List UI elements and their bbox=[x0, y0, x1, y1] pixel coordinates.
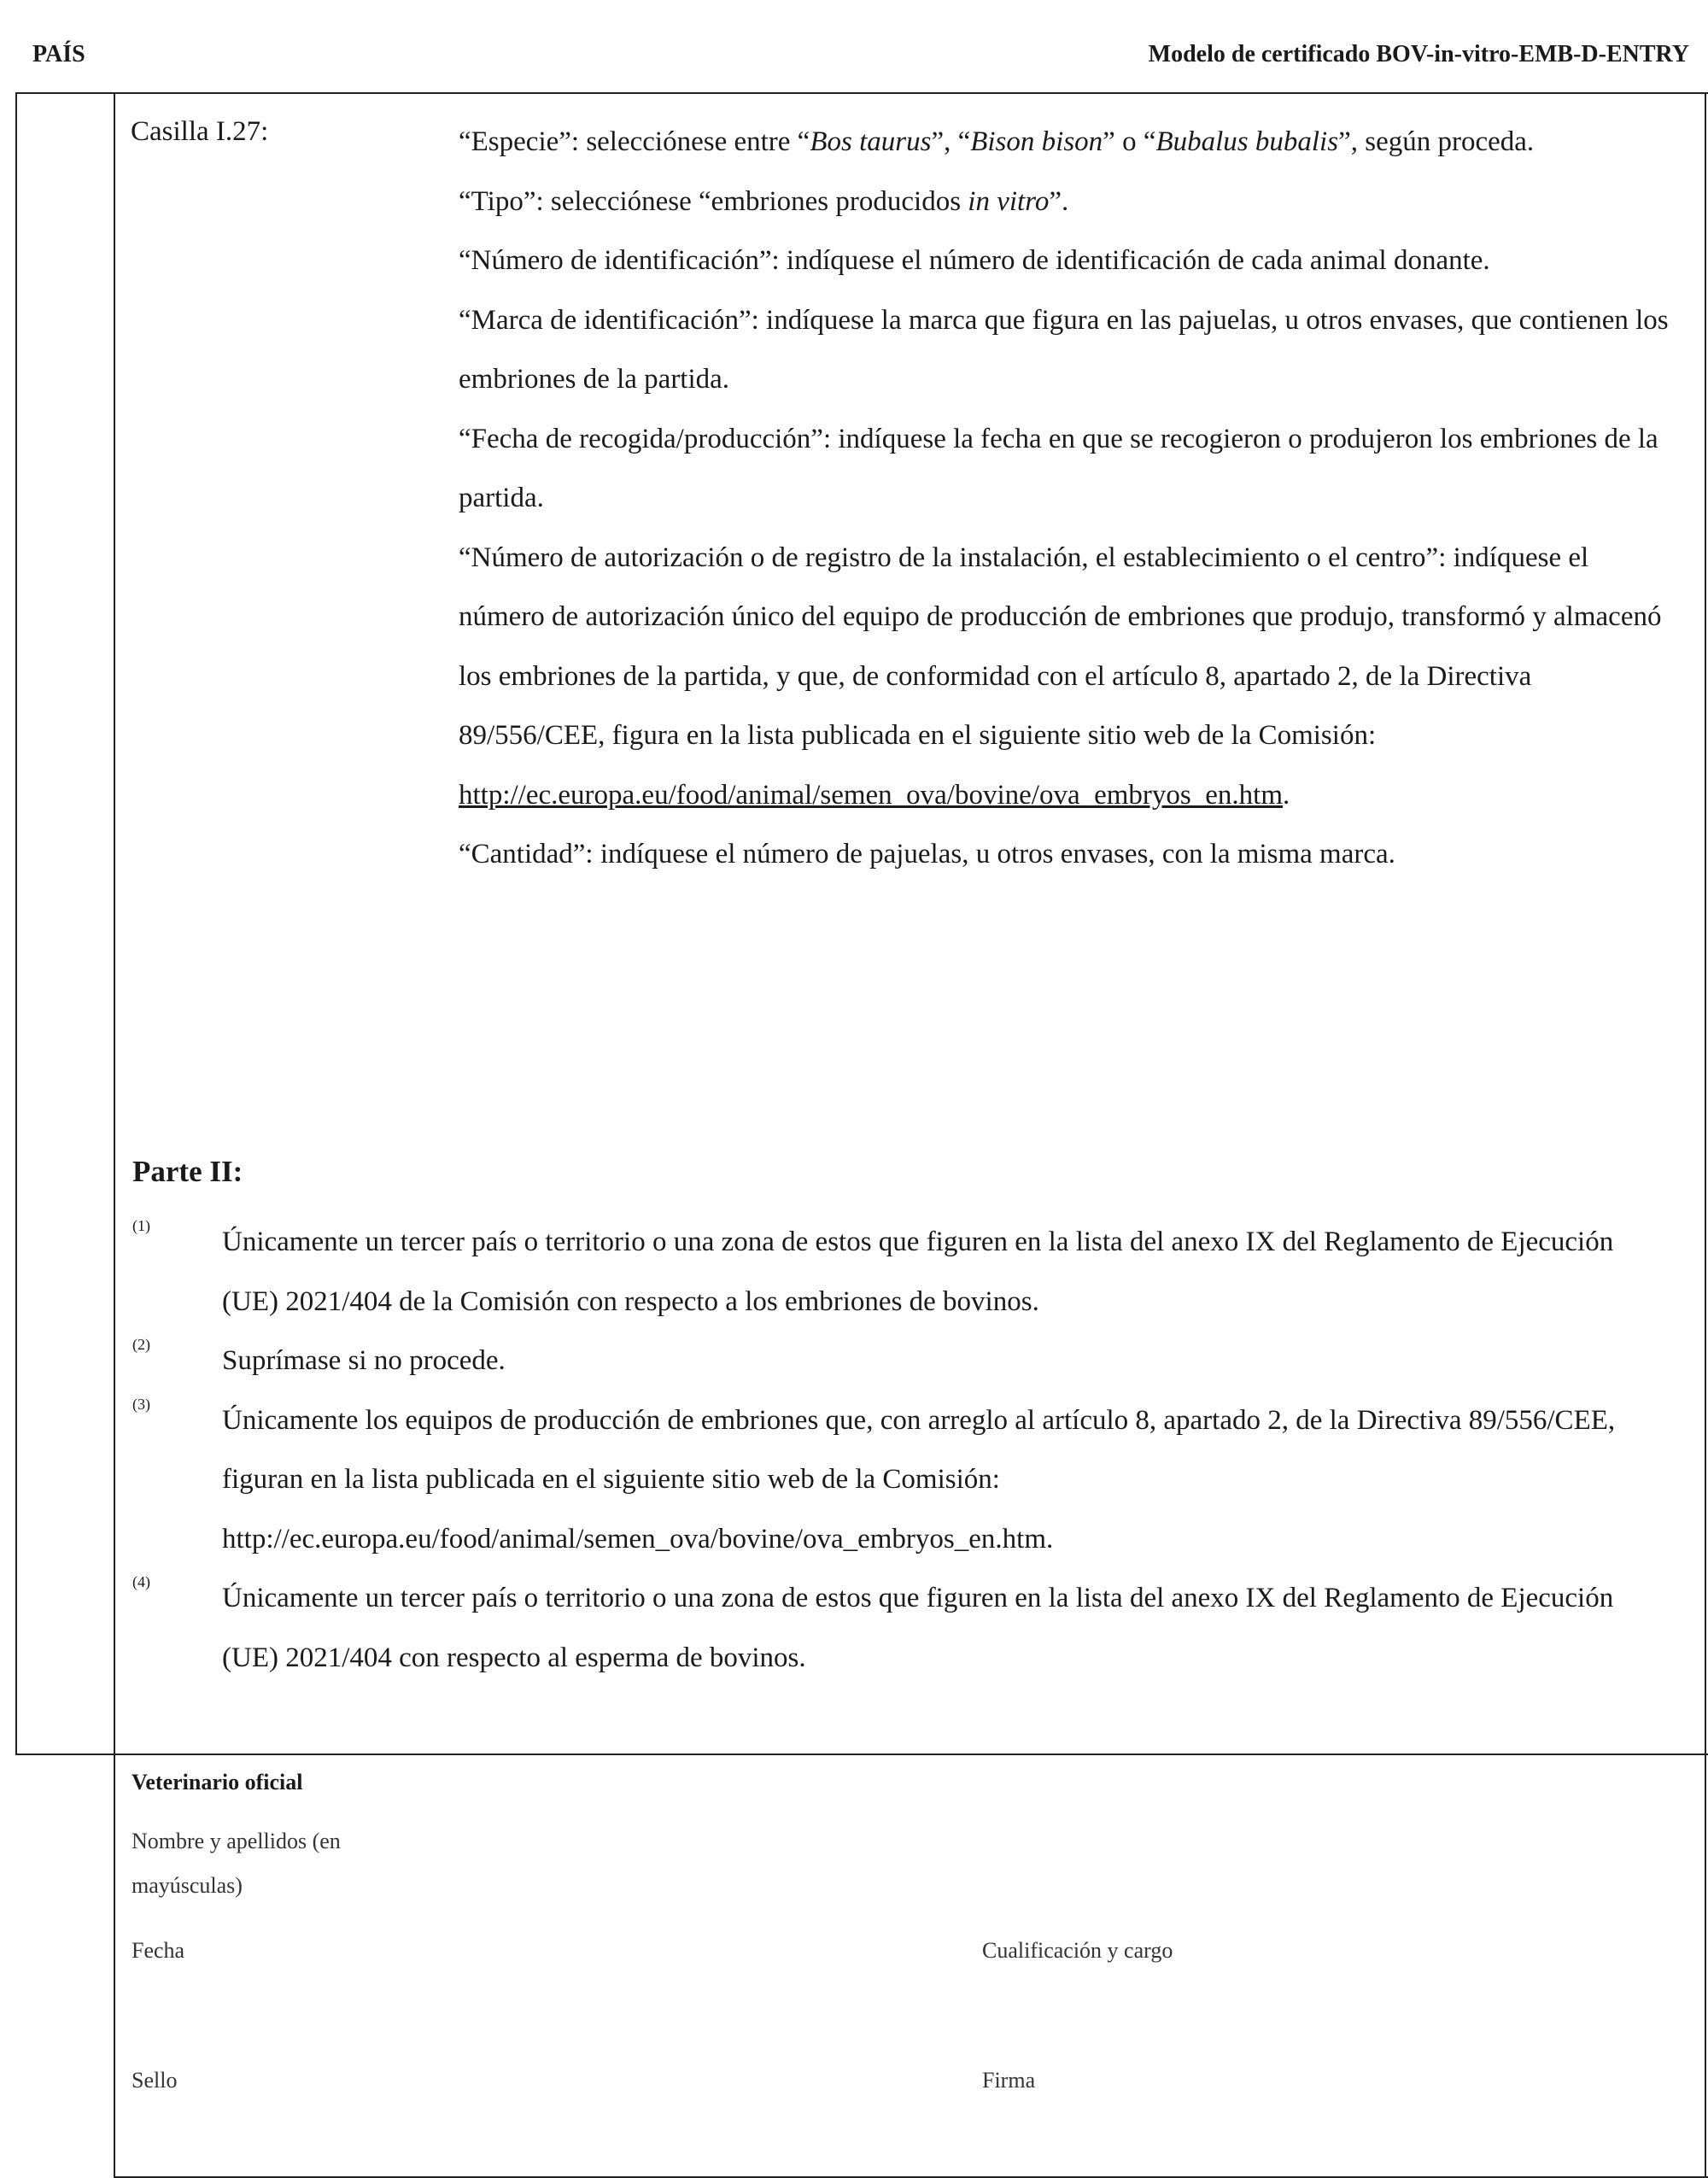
footnote-number: (3) bbox=[132, 1395, 150, 1413]
official-vet-title: Veterinario oficial bbox=[132, 1770, 303, 1795]
casilla-instructions bbox=[459, 113, 1671, 885]
casilla-label: Casilla I.27: bbox=[131, 116, 269, 147]
approval-number-instruction: “Número de autorización o de registro de la instalación, el establecimiento o el centro”: indíquese el número de autorización único del equipo de producción de embriones que produjo, transformó y almacenó los embriones de la partida, y que, de conformidad con el artículo 8, apartado 2, de la Directiva 89/556/CEE, figura en la lista publicada en el siguiente sitio web de la Comisión: bbox=[459, 542, 1662, 751]
footnote-number: (1) bbox=[132, 1217, 150, 1234]
commission-link-line: http://ec.europa.eu/food/animal/semen_ova/bovine/ova_embryos_en.htm. bbox=[459, 779, 1290, 811]
footnote-text: Únicamente los equipos de producción de embriones que, con arreglo al artículo 8, apartado 2, de la Directiva 89/556/CEE, figuran en la lista publicada en el siguiente sitio web de la Comisión: http://ec.europa.eu/food/animal/semen_ova/bovine/ova_embryos_en.htm. bbox=[222, 1404, 1616, 1554]
species-instruction: “Especie”: selecciónese entre “Bos taurus”, “Bison bison” o “Bubalus bubalis”, según proceda. bbox=[459, 126, 1535, 157]
frame-line-right bbox=[1705, 92, 1706, 2177]
footnote bbox=[128, 1213, 1665, 1332]
commission-link[interactable]: http://ec.europa.eu/food/animal/semen_ova/bovine/ova_embryos_en.htm bbox=[459, 779, 1283, 811]
name-field-label: Nombre y apellidos (en mayúsculas) bbox=[132, 1829, 341, 1898]
id-mark-instruction: “Marca de identificación”: indíquese la marca que figura en las pajuelas, u otros envases, que contienen los embriones de la partida. bbox=[459, 304, 1669, 395]
frame-line-left bbox=[15, 92, 17, 1754]
frame-line-middle bbox=[15, 1754, 1708, 1755]
footnote bbox=[128, 1391, 1665, 1570]
footnote-number: (4) bbox=[132, 1573, 150, 1590]
footnote bbox=[128, 1332, 1665, 1391]
collection-date-instruction: “Fecha de recogida/producción”: indíquese la fecha en que se recogieron o produjeron los embriones de la partida. bbox=[459, 423, 1658, 513]
certificate-model-header: Modelo de certificado BOV-in-vitro-EMB-D-ENTRY bbox=[1148, 41, 1689, 67]
date-field-label: Fecha bbox=[132, 1938, 185, 1963]
footnote-number: (2) bbox=[132, 1336, 150, 1353]
type-instruction: “Tipo”: selecciónese “embriones producidos in vitro”. bbox=[459, 185, 1069, 217]
signature-field-label: Firma bbox=[982, 2068, 1036, 2093]
part-ii-title: Parte II: bbox=[132, 1155, 243, 1188]
part-ii-notes bbox=[128, 1213, 1665, 1688]
footnote-text: Suprímase si no procede. bbox=[222, 1345, 506, 1376]
stamp-field-label: Sello bbox=[132, 2068, 178, 2093]
footnote-text: Únicamente un tercer país o territorio o una zona de estos que figuren en la lista del anexo IX del Reglamento de Ejecución (UE) 2021/404 con respecto al esperma de bovinos. bbox=[222, 1583, 1614, 1673]
footnote bbox=[128, 1569, 1665, 1688]
footnote-text: Únicamente un tercer país o territorio o una zona de estos que figuren en la lista del anexo IX del Reglamento de Ejecución (UE) 2021/404 de la Comisión con respecto a los embriones de bovinos. bbox=[222, 1227, 1614, 1317]
qualification-field-label: Cualificación y cargo bbox=[982, 1938, 1173, 1963]
country-header: PAÍS bbox=[32, 41, 85, 67]
quantity-instruction: “Cantidad”: indíquese el número de pajuelas, u otros envases, con la misma marca. bbox=[459, 839, 1395, 869]
id-number-instruction: “Número de identificación”: indíquese el número de identificación de cada animal donante. bbox=[459, 245, 1490, 276]
frame-line-top bbox=[15, 92, 1708, 94]
frame-line-inner bbox=[114, 92, 115, 2177]
